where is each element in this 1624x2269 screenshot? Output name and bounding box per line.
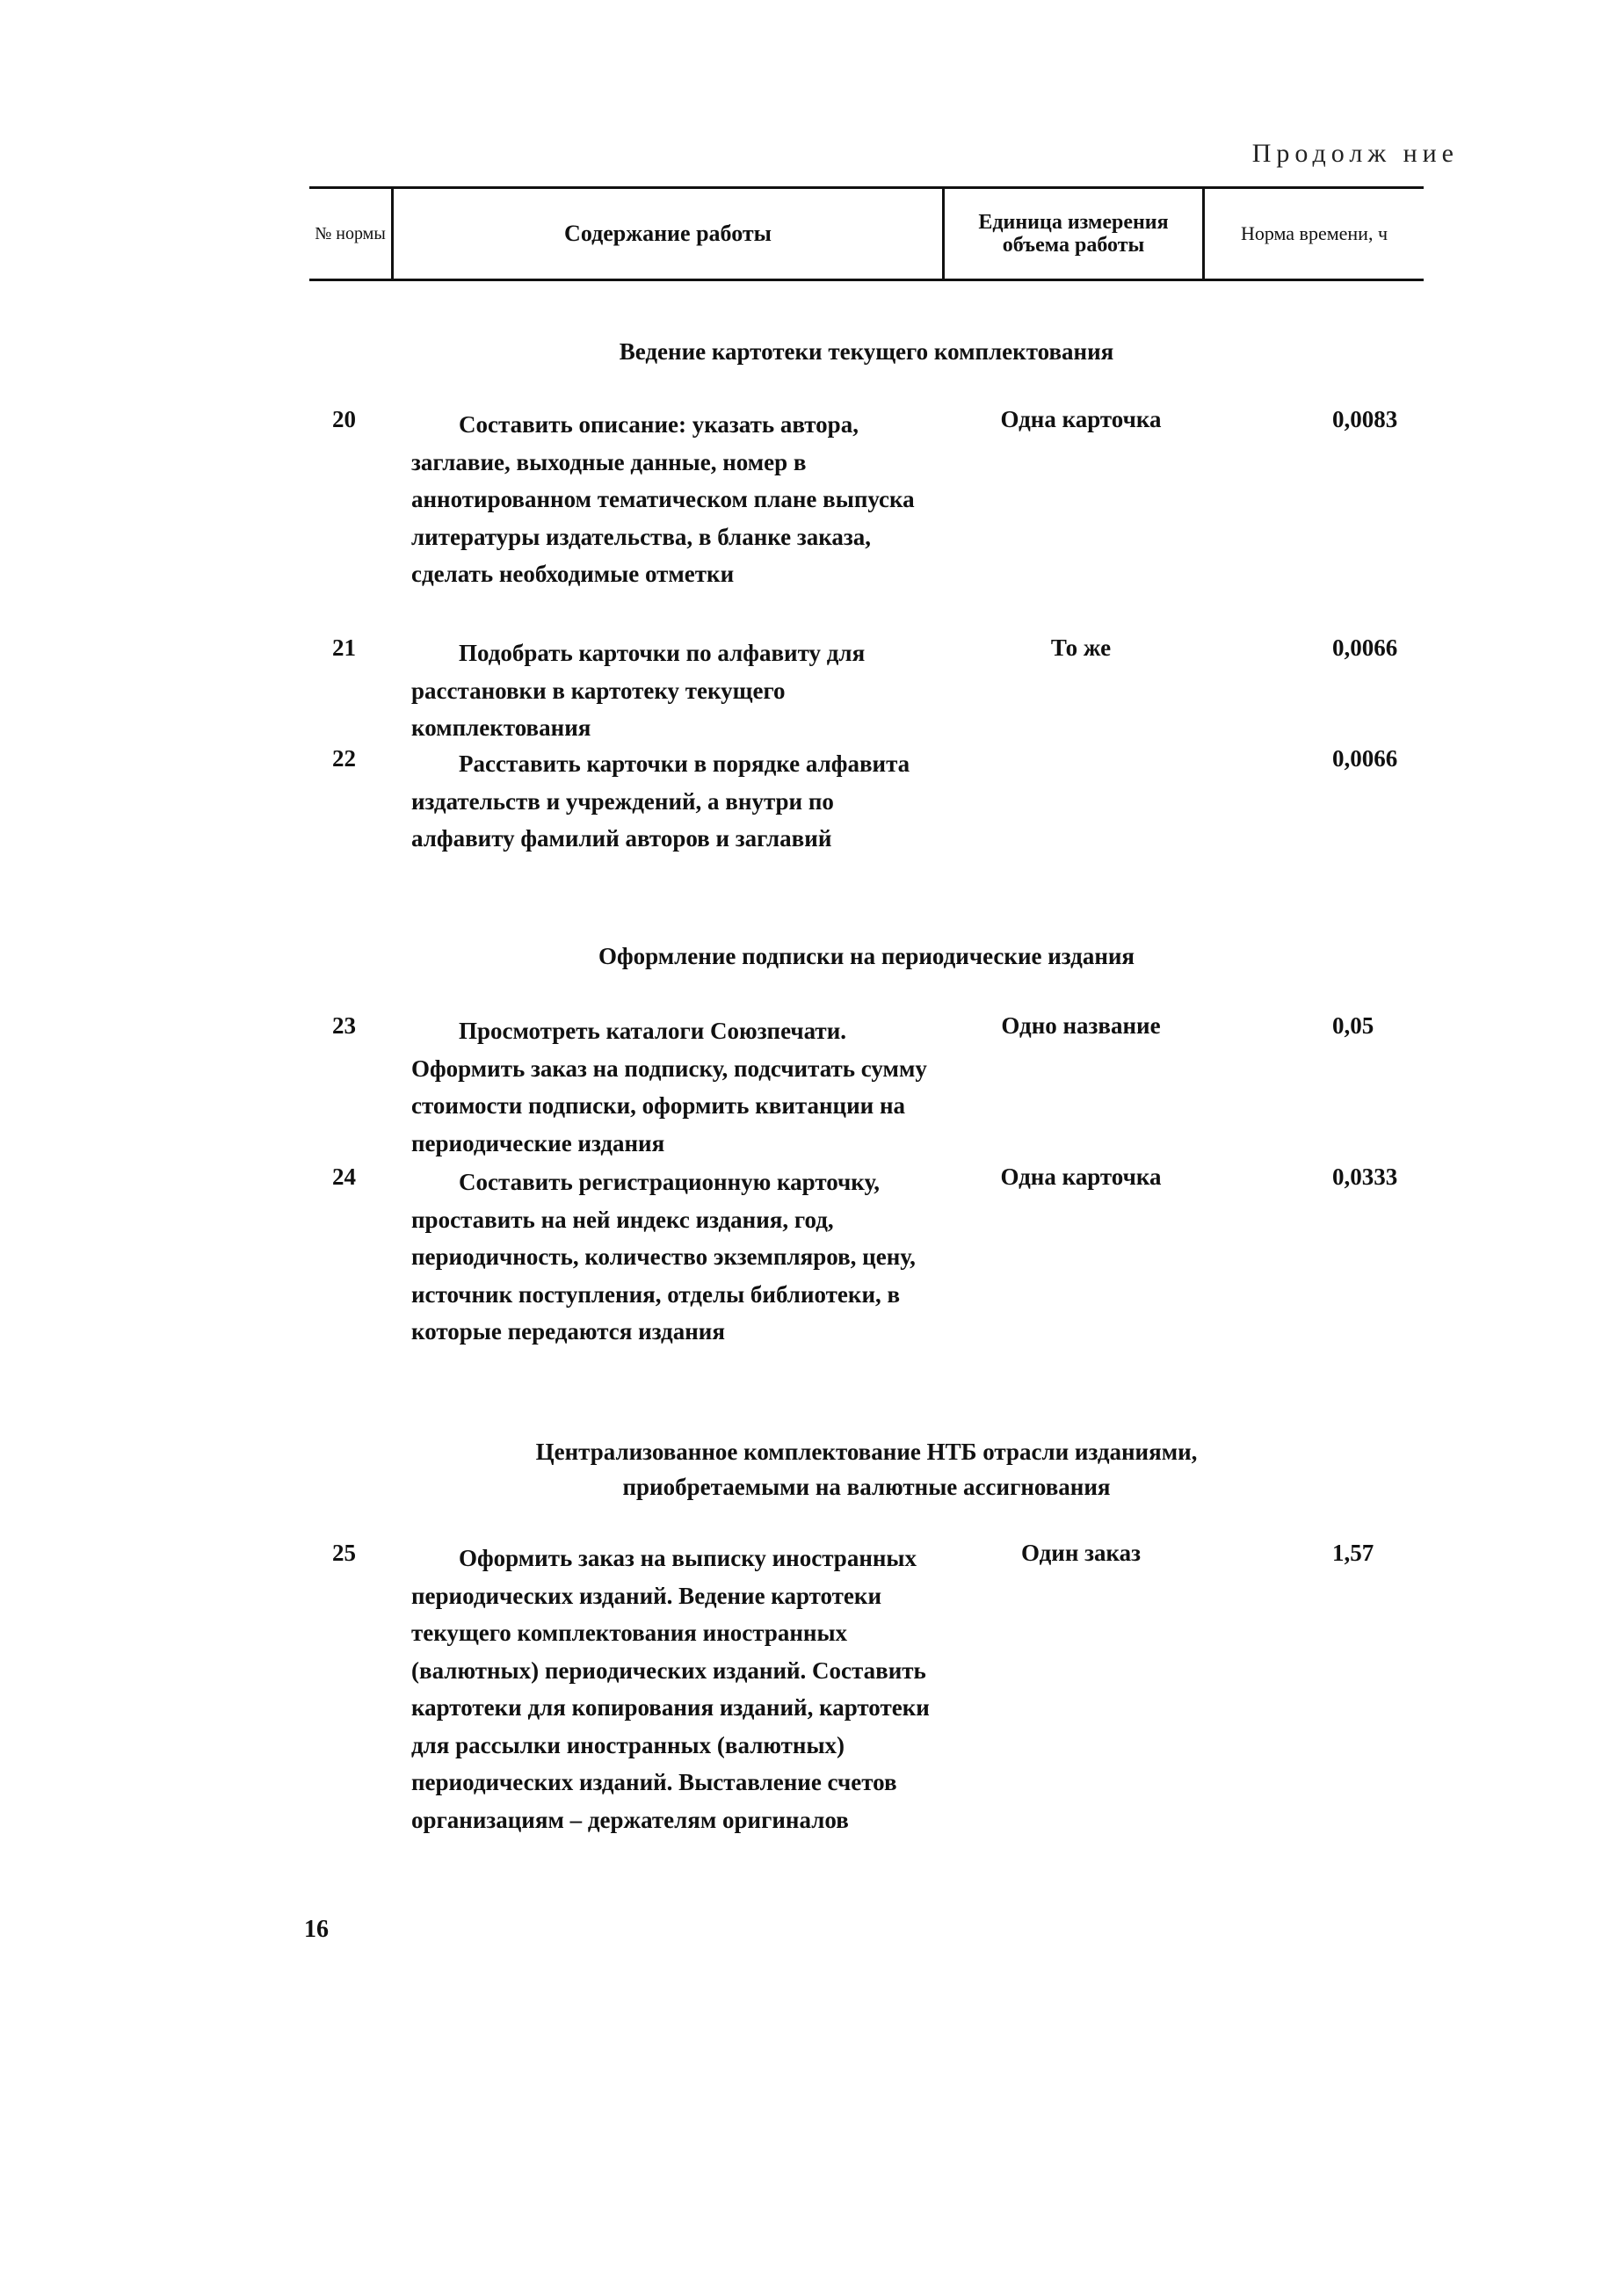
row-content: Расставить карточки в порядке алфавита издательств и учреждений, а внутри по алфавиту фамилий авторов и заглавий [411, 750, 910, 852]
section-title: Ведение картотеки текущего комплектования [619, 338, 1114, 365]
row-unit: Один заказ [1020, 1540, 1141, 1566]
row-content: Подобрать карточки по алфавиту для расстановки в картотеку текущего комплектования [411, 640, 866, 741]
continuation-label: Продолж ние [1251, 139, 1459, 168]
table-header [309, 186, 1424, 281]
row-norm: 0,0083 [1332, 406, 1398, 432]
section-title: Оформление подписки на периодические издания [598, 943, 1135, 969]
row-content: Составить регистрационную карточку, проставить на ней индекс издания, год, периодичность, количество экземпляров, цену, источник поступления, отделы библиотеки, в которые передаются издания [411, 1169, 916, 1345]
row-unit: Одно название [1001, 1012, 1161, 1039]
header-norm-column: Норма времени, ч [1240, 222, 1388, 244]
row-unit: То же [1050, 634, 1112, 661]
section-title-line-2: приобретаемыми на валютные ассигнования [622, 1474, 1111, 1500]
header-content-column: Содержание работы [394, 189, 945, 279]
row-unit: Одна карточка [1000, 406, 1162, 432]
row-number: 20 [332, 406, 356, 432]
row-norm: 0,05 [1332, 1012, 1374, 1039]
row-content: Составить описание: указать автора, заглавие, выходные данные, номер в аннотированном тематическом плане выпуска литературы издательства, в бланке заказа, сделать необходимые отметки [411, 411, 915, 587]
header-unit-column: Единица измерения объема работы [945, 189, 1205, 279]
row-norm: 0,0066 [1332, 634, 1398, 661]
row-number: 25 [332, 1540, 356, 1566]
section-title-line-1: Централизованное комплектование НТБ отрасли изданиями, [535, 1439, 1198, 1465]
row-number: 23 [332, 1012, 356, 1039]
row-number: 22 [332, 745, 356, 772]
row-number: 21 [332, 634, 356, 661]
row-content: Оформить заказ на выписку иностранных периодических изданий. Ведение картотеки текущего комплектования иностранных (валютных) периодических изданий. Составить картотеки для копирования изданий, картотеки для рассылки иностранных (валютных) периодических изданий. Выставление счетов организациям – держателям оригиналов [411, 1545, 930, 1833]
header-number-column: № нормы [309, 189, 394, 279]
row-content: Просмотреть каталоги Союзпечати. Оформить заказ на подписку, подсчитать сумму стоимости подписки, оформить квитанции на периодические издания [411, 1018, 927, 1156]
row-norm: 1,57 [1332, 1540, 1374, 1566]
page-number: 16 [304, 1916, 329, 1943]
row-number: 24 [332, 1163, 356, 1190]
row-norm: 0,0066 [1332, 745, 1398, 772]
row-unit: Одна карточка [1000, 1163, 1162, 1190]
row-norm: 0,0333 [1332, 1163, 1398, 1190]
